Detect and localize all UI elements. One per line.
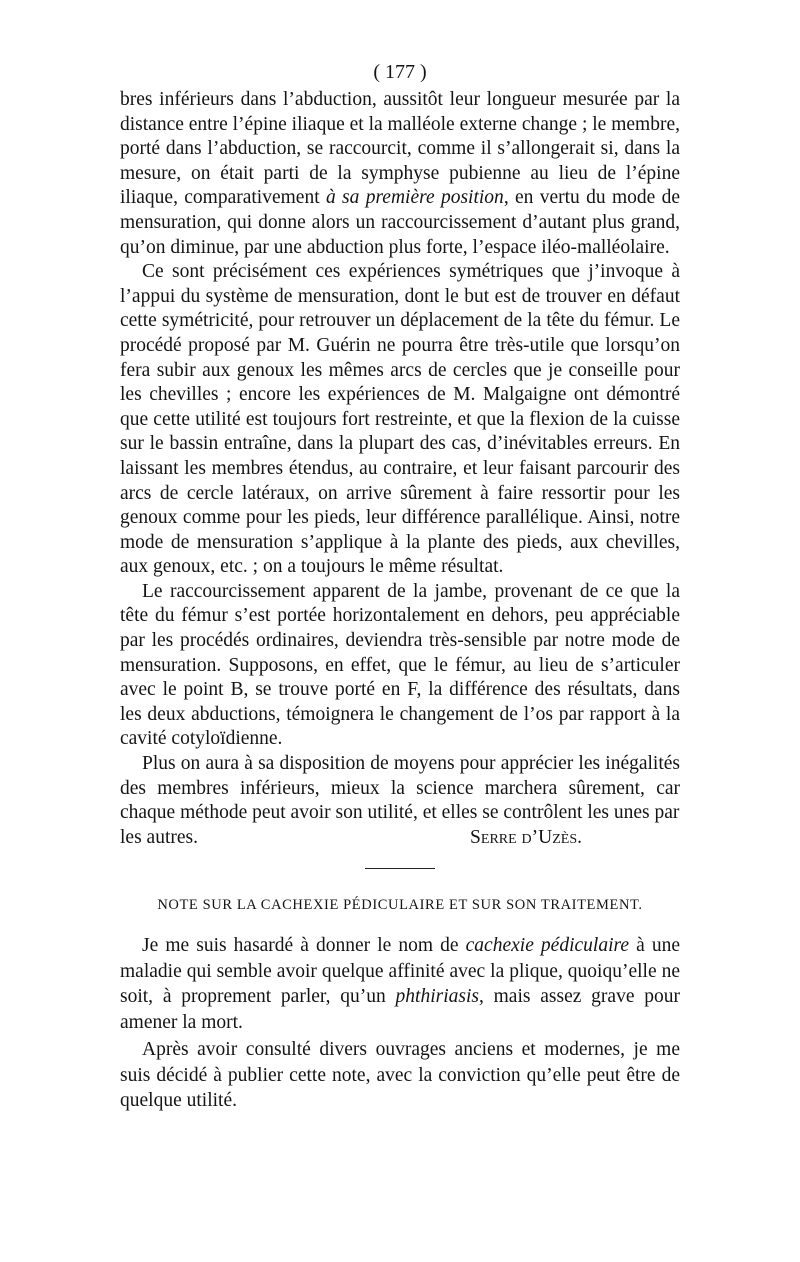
paragraph-apparent-shortening: Le raccourcissement apparent de la jambe, provenant de ce que la tête du fémur s’est portée horizontalement en dehors, peu appréciable par les procédés ordinaires, deviendra très-sensible par notre mode de mensuration. Supposons, en effet, que le fémur, au lieu de s’articuler avec le point B, se trouve porté en F, la différence des résultats, dans les deux abductions, témoignera le changement de l’os par rapport à la cavité cotyloïdienne.	[120, 580, 680, 750]
note-paragraph-intro	[120, 933, 680, 1035]
paragraph-text: Je me suis hasardé à donner le nom de	[142, 935, 466, 957]
paragraph-abduction	[120, 88, 680, 260]
note-paragraph-purpose: Après avoir consulté divers ouvrages anciens et modernes, je me suis décidé à publier cette note, avec la conviction qu’elle peut être de quelque utilité.	[120, 1039, 680, 1112]
book-page	[120, 58, 680, 1114]
paragraph-text: , en vertu du mode de mensuration, qui donne alors un raccourcissement d’autant plus grand, qu’on diminue, par une abduction plus forte, l’espace iléo-malléolaire.	[120, 187, 681, 258]
paragraph-conclusion: Plus on aura à sa disposition de moyens pour apprécier les inégalités des membres inférieurs, mieux la science marchera sûrement, car chaque méthode peut avoir son utilité, et elles se contrôlent les unes par	[120, 753, 680, 824]
note-title: NOTE SUR LA CACHEXIE PÉDICULAIRE ET SUR SON TRAITEMENT.	[157, 897, 643, 914]
paragraph-text: , mais assez grave pour amener la mort.	[120, 986, 680, 1033]
paragraph-text: à une maladie qui semble avoir quelque affinité avec la plique, quoiqu’elle ne soit, à proprement parler, qu’un	[120, 935, 680, 1008]
section-divider	[365, 868, 435, 869]
page-number: ( 177 )	[373, 61, 427, 83]
paragraph-text: bres inférieurs dans l’abduction, aussitôt leur longueur mesurée par la distance entre l’épine iliaque et la malléole externe change ; le membre, porté dans l’abduction, se raccourcit, comme il s’allongerait si, dans la mesure, on était parti de la symphyse pubienne au lieu de l’épine iliaque, comparativement	[120, 89, 680, 209]
closing-line	[120, 826, 680, 851]
closing-text: les autres.	[120, 826, 198, 848]
paragraph-symmetric-experiments: Ce sont précisément ces expériences symétriques que j’invoque à l’appui du système de mensuration, dont le but est de trouver en défaut cette symétricité, pour retrouver un déplacement de la tête du fémur. Le procédé proposé par M. Guérin ne pourra être très-utile que lorsqu’on fera subir aux genoux les mêmes arcs de cercles que je conseille pour les chevilles ; encore les expériences de M. Malgaigne ont démontré que cette utilité est toujours fort restreinte, et que la flexion de la cuisse sur le bassin entraîne, dans la plupart des cas, d’inévitables erreurs. En laissant les membres étendus, au contraire, et leur faisant parcourir des arcs de cercle latéraux, on arrive sûrement à faire ressortir pour les genoux comme pour les pieds, leur différence parallélique. Ainsi, notre mode de mensuration s’applique à la plante des pieds, aux chevilles, aux genoux, etc. ; on a toujours le même résultat.	[120, 261, 680, 578]
note-body	[120, 933, 680, 1114]
author-signature: Serre d’Uzès.	[470, 826, 582, 848]
italic-term: cachexie pédiculaire	[465, 935, 630, 957]
italic-term: phthiriasis	[395, 986, 479, 1008]
italic-phrase: à sa première position	[325, 187, 504, 209]
